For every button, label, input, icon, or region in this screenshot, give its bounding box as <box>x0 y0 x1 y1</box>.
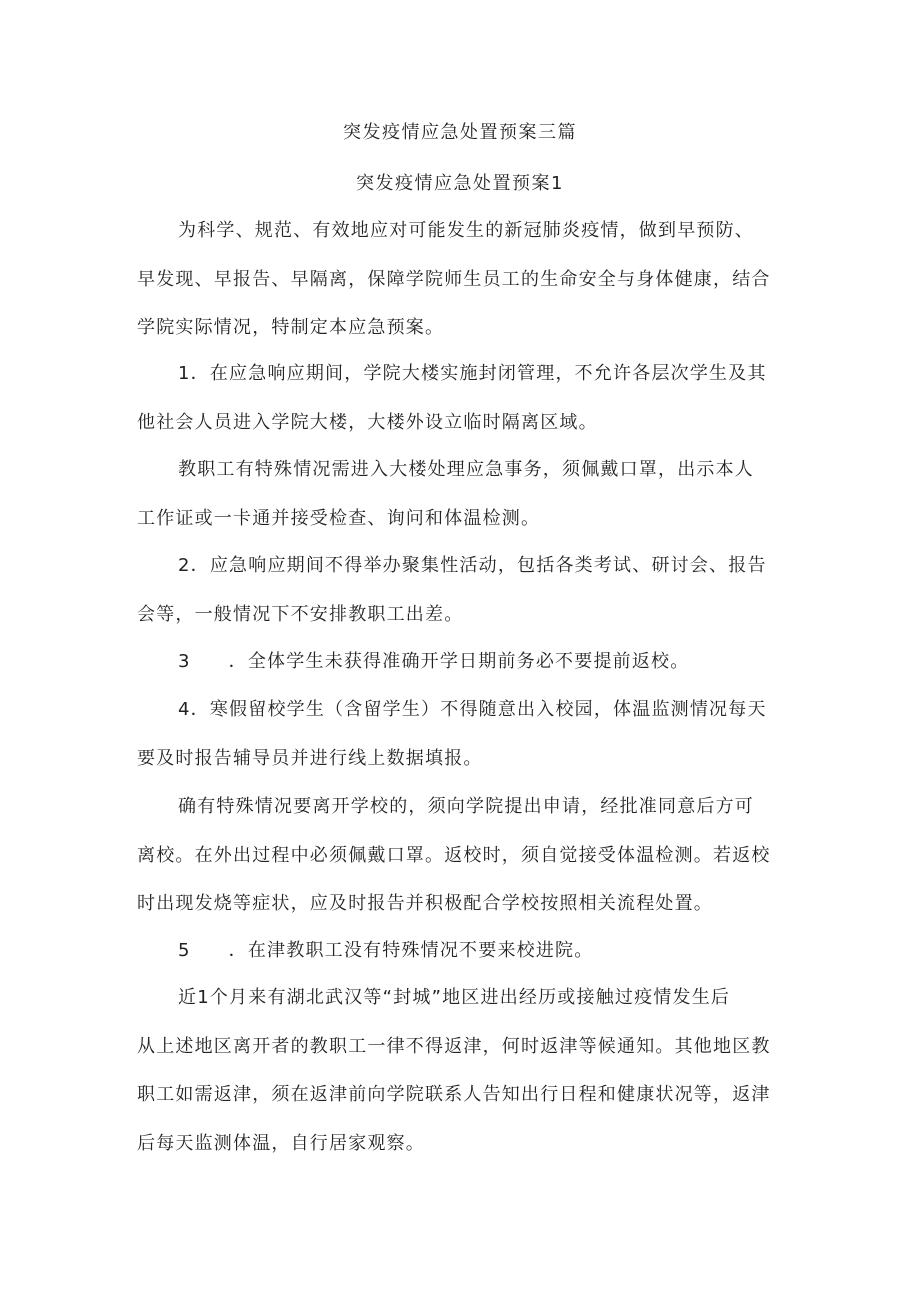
paragraph-line: 后每天监测体温，自行居家观察。 <box>137 1132 425 1154</box>
item-number: 3 <box>178 651 191 672</box>
paragraph-item-1 <box>137 350 797 447</box>
paragraph-line: 1．在应急响应期间，学院大楼实施封闭管理，不允许各层次学生及其 <box>178 363 767 384</box>
paragraph-line: 早发现、早报告、早隔离，保障学院师生员工的生命安全与身体健康，结合 <box>137 268 771 290</box>
paragraph-item-5 <box>137 927 797 976</box>
paragraph-staff-entry <box>137 446 797 543</box>
paragraph-line: 4．寒假留校学生（含留学生）不得随意出入校园，体温监测情况每天 <box>178 699 767 720</box>
paragraph-item-3 <box>137 638 797 687</box>
paragraph-return-tianjin <box>137 974 797 1168</box>
paragraph-line: 从上述地区离开者的教职工一律不得返津，何时返津等候通知。其他地区教 <box>137 1035 771 1057</box>
paragraph-line: 时出现发烧等症状，应及时报告并积极配合学校按照相关流程处置。 <box>137 893 713 914</box>
paragraph-leave-school <box>137 783 797 929</box>
item-number: 5 <box>178 940 191 961</box>
paragraph-line: 教职工有特殊情况需进入大楼处理应急事务，须佩戴口罩，出示本人 <box>178 459 754 480</box>
paragraph-line: 他社会人员进入学院大楼，大楼外设立临时隔离区域。 <box>137 411 598 433</box>
paragraph-line: 为科学、规范、有效地应对可能发生的新冠肺炎疫情，做到早预防、 <box>178 220 754 241</box>
paragraph-line: 2．应急响应期间不得举办聚集性活动，包括各类考试、研讨会、报告 <box>178 555 767 576</box>
paragraph-item-4 <box>137 686 797 783</box>
paragraph-line: 离校。在外出过程中必须佩戴口罩。返校时，须自觉接受体温检测。若返校 <box>137 844 771 866</box>
paragraph-item-2 <box>137 542 797 639</box>
paragraph-line: 确有特殊情况要离开学校的，须向学院提出申请，经批准同意后方可 <box>178 796 754 817</box>
paragraph-line: 学院实际情况，特制定本应急预案。 <box>137 317 445 338</box>
paragraph-line: 职工如需返津，须在返津前向学院联系人告知出行日程和健康状况等，返津 <box>137 1084 771 1105</box>
paragraph-line: 会等，一般情况下不安排教职工出差。 <box>137 603 464 625</box>
paragraph-line: 要及时报告辅导员并进行线上数据填报。 <box>137 747 483 769</box>
paragraph-line: 近1个月来有湖北武汉等“封城”地区进出经历或接触过疫情发生后 <box>178 987 731 1008</box>
item-text: ．全体学生未获得准确开学日期前务必不要提前返校。 <box>228 651 690 672</box>
paragraph-line: 工作证或一卡通并接受检查、询问和体温检测。 <box>137 507 541 529</box>
document-title: 突发疫情应急处置预案三篇 <box>343 122 577 143</box>
paragraph-line <box>137 638 797 687</box>
paragraph-intro <box>137 207 797 353</box>
paragraph-line <box>137 927 797 976</box>
item-text: ．在津教职工没有特殊情况不要来校进院。 <box>228 940 594 961</box>
document-subtitle: 突发疫情应急处置预案1 <box>356 173 564 194</box>
